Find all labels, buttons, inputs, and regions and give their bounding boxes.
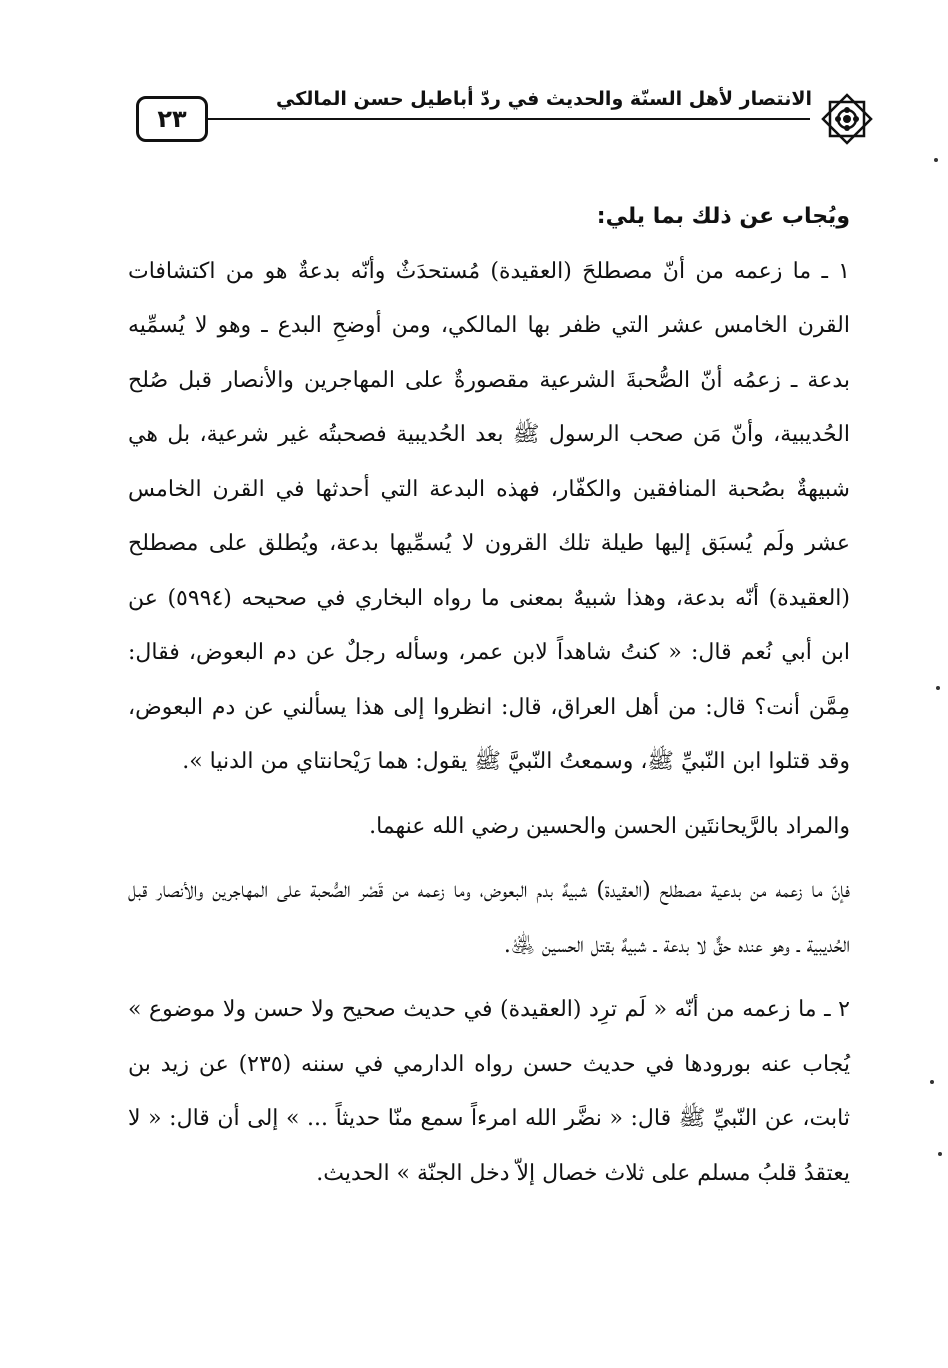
section-intro: ويُجاب عن ذلك بما يلي:	[596, 204, 850, 229]
paragraph-4: ٢ ـ ما زعمه من أنّه « لَم ترِد (العقيدة) في حديث صحيح ولا حسن ولا موضوع » يُجاب عنه بورودها في حديث حسن رواه الدارمي في سننه (٢٣٥) عن زيد بن ثابت، عن النّبيِّ ﷺ قال: « نضَّر الله امرءاً سمع منّا حديثاً ... » إلى أن قال: « لا يعتقدُ قلبُ مسلم على ثلاث خصال إلاّ دخل الجنّة » الحديث.	[128, 997, 850, 1186]
header-rule	[208, 118, 810, 120]
paragraph-2: والمراد بالرَّيحانتَين الحسن والحسين رضي الله عنهما.	[369, 813, 850, 839]
paragraph-3: فإنّ ما زعمه من بدعية مصطلح (العقيدة) شبيهٌ بدم البعوض، وما زعمه من قَصْر الصُّحبة على المهاجرين والأنصار قبل الحُديبية ـ وهو عنده حقٌّ لا بدعة ـ شبيهٌ بقتل الحسين ﵁.	[128, 878, 850, 958]
page-body	[128, 190, 850, 1201]
running-title: الانتصار لأهل السنّة والحديث في ردّ أباطيل حسن المالكي	[270, 88, 812, 110]
paragraph-1: ١ ـ ما زعمه من أنّ مصطلحَ (العقيدة) مُستحدَثٌ وأنّه بدعةٌ هو من اكتشافات القرن الخامس عشر التي ظفر بها المالكي، ومن أوضحِ البدع ـ وهو لا يُسمِّيه بدعة ـ زعمُه أنّ الصُّحبةَ الشرعية مقصورةٌ على المهاجرين والأنصار قبل صُلح الحُديبية، وأنّ مَن صحب الرسول ﷺ بعد الحُديبية فصحبتُه غير شرعية، بل هي شبيهةٌ بصُحبة المنافقين والكفّار، فهذه البدعة التي أحدثها في القرن الخامس عشر ولَم يُسبَق إليها طيلة تلك القرون لا يُسمِّيها بدعة، ويُطلق على مصطلح (العقيدة) أنّه بدعة، وهذا شبيهٌ بمعنى ما رواه البخاري في صحيحه (٥٩٩٤) عن ابن أبي نُعم قال: « كنتُ شاهداً لابن عمر، وسأله رجلٌ عن دم البعوض، فقال: مِمَّن أنت؟ قال: من أهل العراق، قال: انظروا إلى هذا يسألني عن دم البعوض، وقد قتلوا ابن النّبيِّ ﷺ، وسمعتُ النّبيَّ ﷺ يقول: هما رَيْحانتاي من الدنيا ».	[128, 258, 851, 774]
page-number: ٢٣	[136, 96, 208, 142]
page-header	[136, 88, 878, 154]
ornament-icon	[816, 88, 878, 150]
